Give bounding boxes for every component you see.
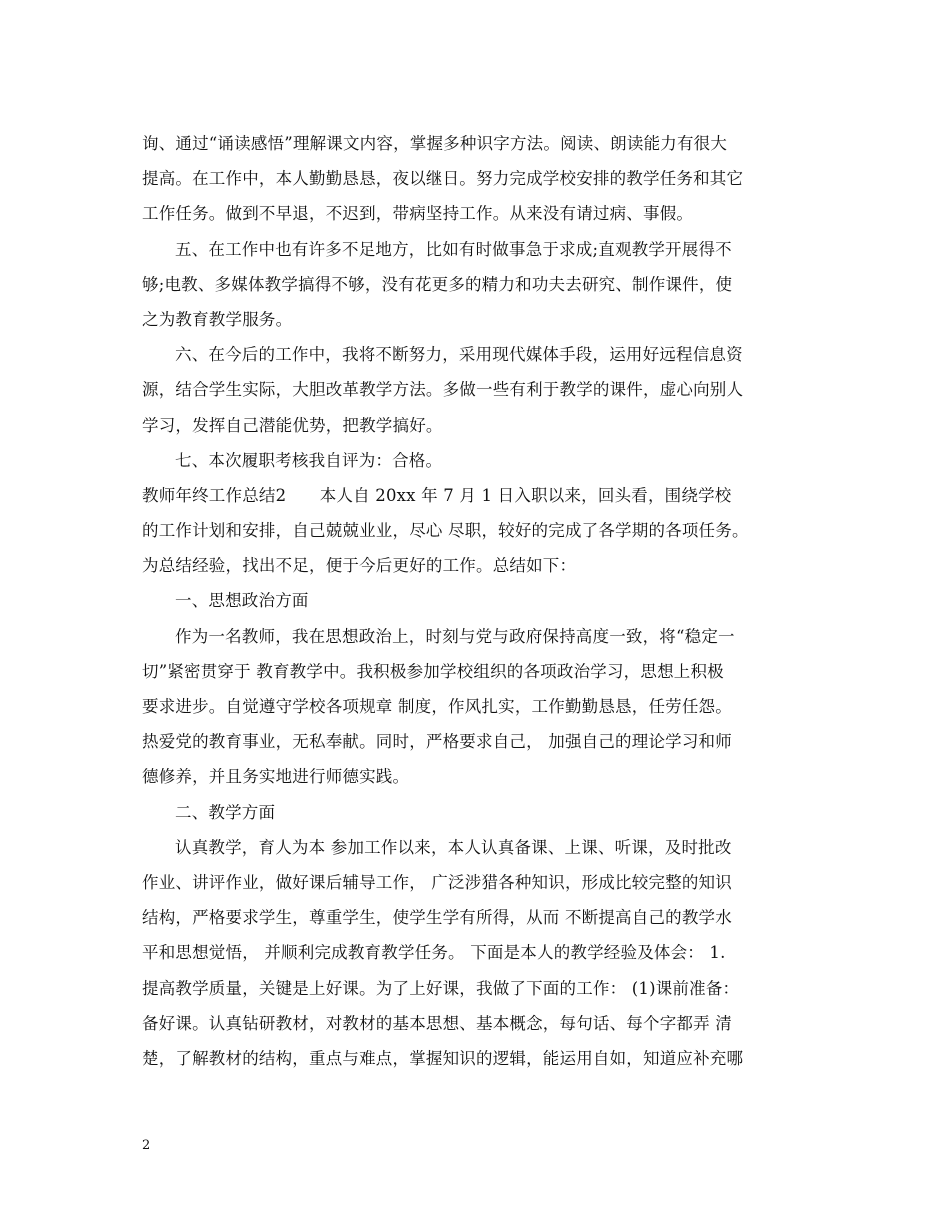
text-line: 源，结合学生实际，大胆改革教学方法。多做一些有利于教学的课件，虚心向别人	[142, 380, 744, 400]
text-line: 够;电教、多媒体教学搞得不够，没有花更多的精力和功夫去研究、制作课件，使	[142, 274, 733, 294]
page-number: 2	[142, 1138, 151, 1153]
text-line: 五、在工作中也有许多不足地方，比如有时做事急于求成;直观教学开展得不	[175, 239, 732, 259]
text-line: 为总结经验，找出不足，便于今后更好的工作。总结如下：	[142, 556, 577, 576]
text-line: 认真教学，育人为本 参加工作以来，本人认真备课、上课、听课，及时批改	[175, 837, 732, 857]
text-line: 楚，了解教材的结构，重点与难点，掌握知识的逻辑，能运用自如，知道应补充哪	[142, 1048, 744, 1068]
text-line: 的工作计划和安排，自己兢兢业业，尽心 尽职，较好的完成了各学期的各项任务。	[142, 521, 749, 541]
text-line: 平和思想觉悟， 并顺利完成教育教学任务。 下面是本人的教学经验及体会： 1.	[142, 943, 726, 963]
text-line: 作为一名教师，我在思想政治上，时刻与党与政府保持高度一致，将“稳定一	[175, 626, 735, 646]
text-line: 结构，严格要求学生，尊重学生，使学生学有所得，从而 不断提高自己的教学水	[142, 908, 732, 928]
text-line: 询、通过“诵读感悟”理解课文内容，掌握多种识字方法。阅读、朗读能力有很大	[142, 134, 728, 153]
text-line: 要求进步。自觉遵守学校各项规章 制度，作风扎实，工作勤勤恳恳，任劳任怨。	[142, 697, 732, 716]
document-body	[142, 126, 812, 1076]
text-line: 一、思想政治方面	[175, 591, 309, 611]
text-line: 备好课。认真钻研教材，对教材的基本思想、基本概念，每句话、每个字都弄 清	[142, 1013, 732, 1033]
text-line: 德修养，并且务实地进行师德实践。	[142, 767, 410, 787]
text-line: 工作任务。做到不早退，不迟到，带病坚持工作。从来没有请过病、事假。	[142, 204, 694, 224]
text-line: 热爱党的教育事业，无私奉献。同时，严格要求自己， 加强自己的理论学习和师	[142, 732, 732, 752]
text-line: 学习，发挥自己潜能优势，把教学搞好。	[142, 415, 443, 435]
text-line: 作业、讲评作业，做好课后辅导工作， 广泛涉猎各种知识，形成比较完整的知识	[142, 872, 732, 892]
text-line: 提高。在工作中，本人勤勤恳恳，夜以继日。努力完成学校安排的教学任务和其它	[142, 169, 744, 189]
text-line: 七、本次履职考核我自评为：合格。	[175, 450, 443, 470]
text-line: 二、教学方面	[175, 802, 276, 822]
text-line: 提高教学质量，关键是上好课。为了上好课，我做了下面的工作： (1)课前准备：	[142, 978, 740, 998]
text-line: 切”紧密贯穿于 教育教学中。我积极参加学校组织的各项政治学习，思想上积极	[142, 661, 724, 681]
text-line: 六、在今后的工作中，我将不断努力，采用现代媒体手段，运用好远程信息资	[175, 345, 743, 365]
text-line: 之为教育教学服务。	[142, 309, 293, 329]
text-line: 教师年终工作总结2 本人自 20xx 年 7 月 1 日入职以来，回头看，围绕学校	[142, 485, 732, 505]
